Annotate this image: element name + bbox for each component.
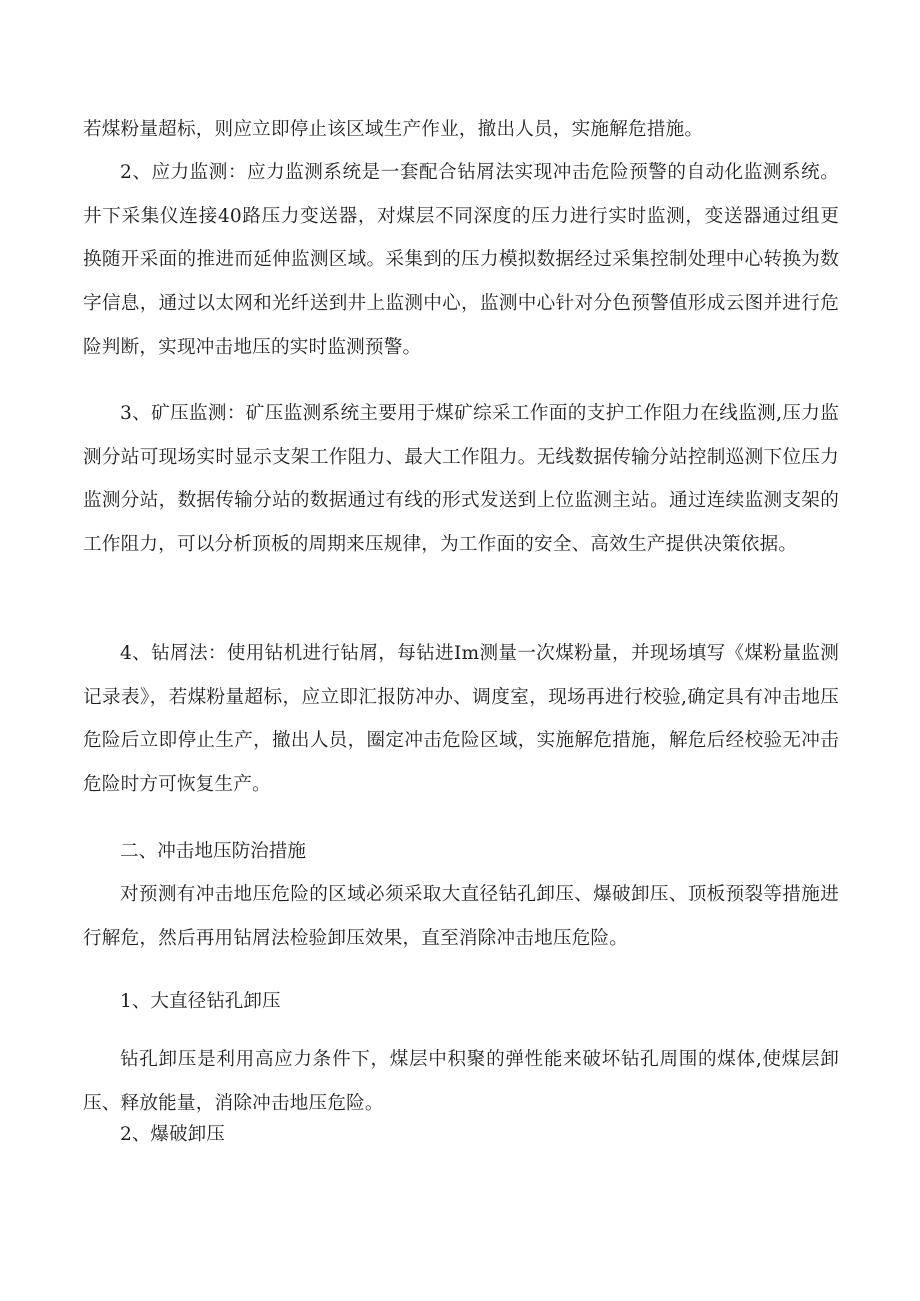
paragraph-prevention-intro: 对预测有冲击地压危险的区域必须采取大直径钻孔卸压、爆破卸压、顶板预裂等措施进行解危，然后再用钻屑法检验卸压效果，直至消除冲击地压危险。	[83, 884, 839, 949]
paragraph-stress-monitoring: 2、应力监测：应力监测系统是一套配合钻屑法实现冲击危险预警的自动化监测系统。井下采集仪连接40路压力变送器，对煤层不同深度的压力进行实时监测，变送器通过组更换随开采面的推进而延伸监测区域。采集到的压力模拟数据经过采集控制处理中心转换为数字信息，通过以太网和光纤送到井上监测中心，监测中心针对分色预警值形成云图并进行危险判断，实现冲击地压的实时监测预警。	[83, 162, 839, 358]
paragraph-borehole-relief: 钻孔卸压是利用高应力条件下，煤层中积聚的弹性能来破坏钻孔周围的煤体,使煤层卸压、释放能量，消除冲击地压危险。	[83, 1049, 839, 1114]
paragraph-drill-cuttings-method: 4、钻屑法：使用钻机进行钻屑，每钻进Im测量一次煤粉量，并现场填写《煤粉量监测记录表》，若煤粉量超标，应立即汇报防冲办、调度室，现场再进行校验,确定具有冲击地压危险后立即停止生产，撤出人员，圈定冲击危险区域，实施解危措施，解危后经校验无冲击危险时方可恢复生产。	[83, 643, 839, 796]
subheading-blasting-relief: 2、爆破卸压	[120, 1124, 225, 1145]
subheading-borehole-relief: 1、大直径钻孔卸压	[120, 991, 281, 1012]
paragraph-mine-pressure-monitoring: 3、矿压监测：矿压监测系统主要用于煤矿综采工作面的支护工作阻力在线监测,压力监测分站可现场实时显示支架工作阻力、最大工作阻力。无线数据传输分站控制巡测下位压力监测分站，数据传输分站的数据通过有线的形式发送到上位监测主站。通过连续监测支架的工作阻力，可以分析顶板的周期来压规律，为工作面的安全、高效生产提供决策依据。	[83, 403, 839, 556]
section-heading-prevention-measures: 二、冲击地压防治措施	[120, 841, 306, 862]
paragraph-continuation: 若煤粉量超标，则应立即停止该区域生产作业，撤出人员，实施解危措施。	[83, 119, 704, 140]
